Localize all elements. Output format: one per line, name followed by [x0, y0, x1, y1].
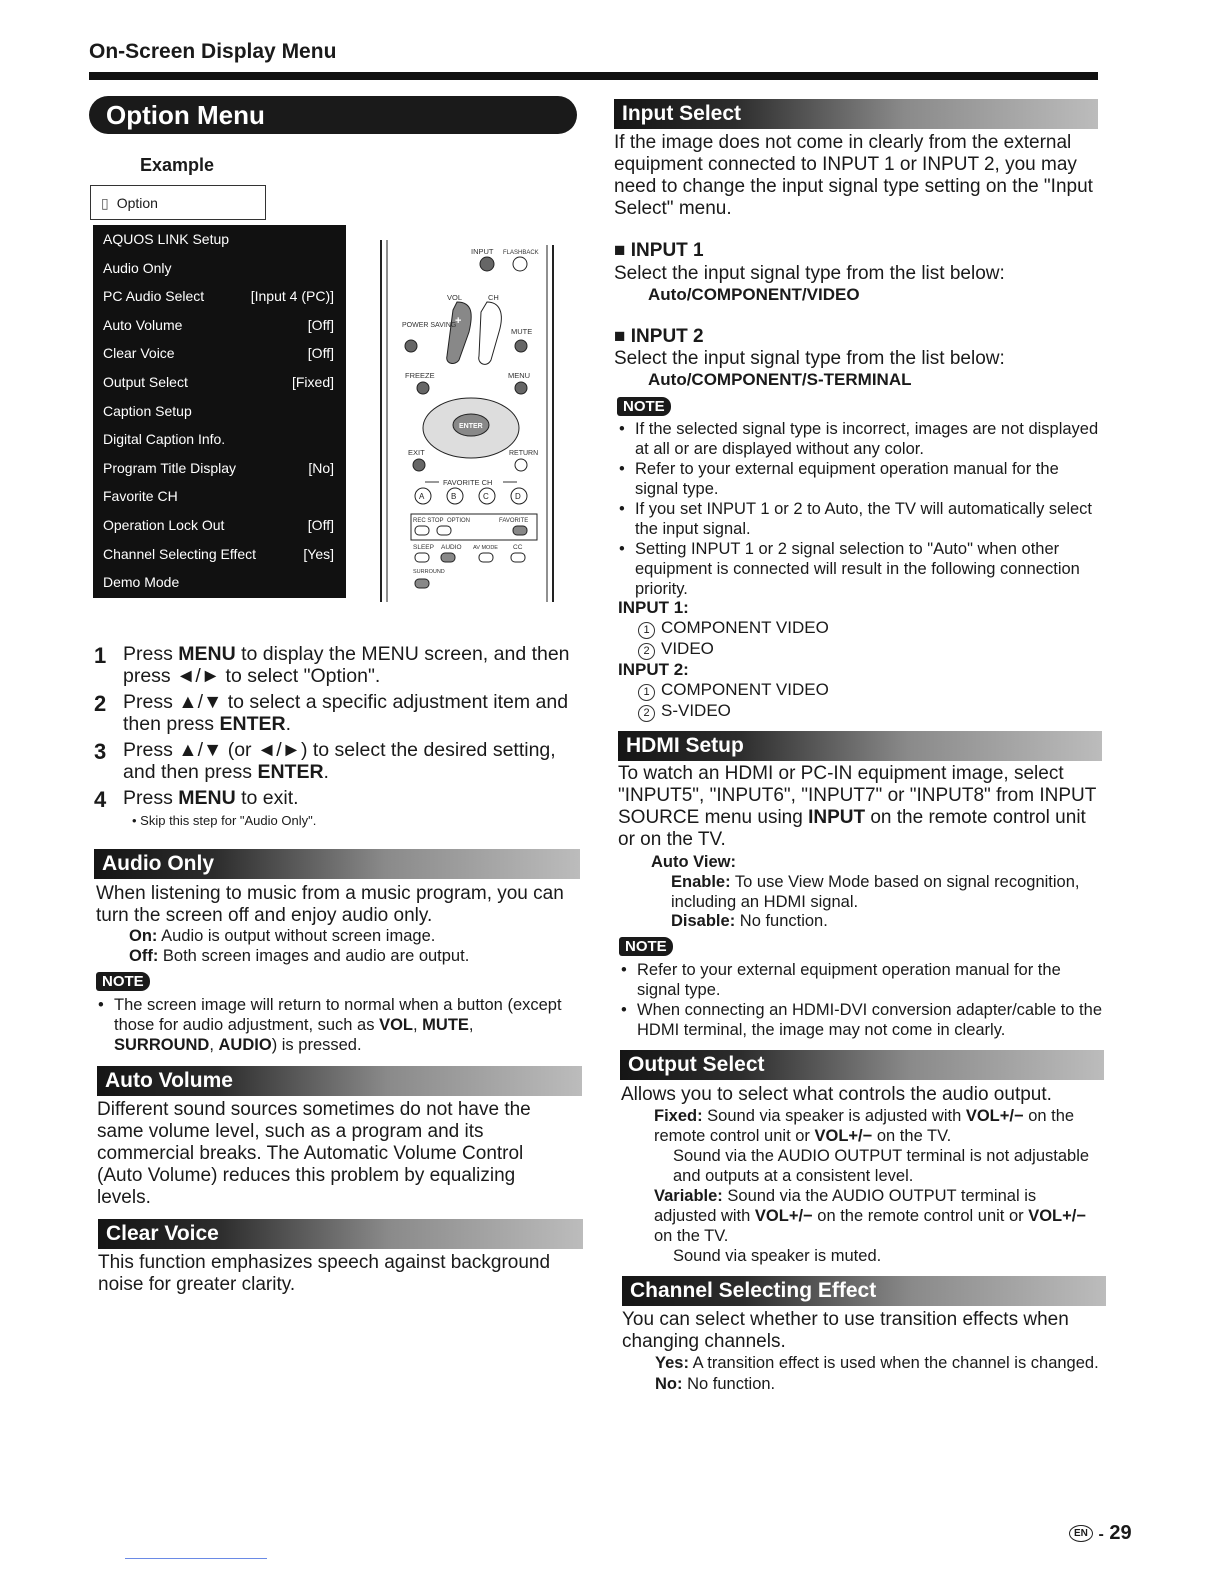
- language-badge: EN: [1069, 1525, 1093, 1542]
- osd-item: Clear Voice [Off]: [103, 345, 334, 362]
- osd-item: PC Audio Select [Input 4 (PC)]: [103, 288, 334, 305]
- remote-av-mode-label: AV MODE: [473, 545, 498, 551]
- option-box: [90, 185, 266, 220]
- remote-c-label: C: [483, 492, 489, 501]
- clear-voice-body: This function emphasizes speech against background noise for greater clarity.: [98, 1252, 551, 1295]
- channel-effect-body: You can select whether to use transition effects when changing channels.: [622, 1309, 1069, 1352]
- step-4: 4 Press MENU to exit.: [94, 787, 299, 812]
- flashback-button: [513, 257, 527, 271]
- auto-view-label: Auto View:: [651, 853, 736, 871]
- hdmi-setup-title: HDMI Setup: [618, 731, 1102, 761]
- osd-item: Favorite CH: [103, 488, 178, 505]
- step-3: 3 Press ▲/▼ (or ◄/►) to select the desired setting, and then press ENTER.: [94, 739, 556, 783]
- remote-power-saving-label: POWER SAVING: [402, 322, 457, 329]
- steps-list: [94, 643, 584, 828]
- hdmi-setup-body: To watch an HDMI or PC-IN equipment image, select "INPUT5", "INPUT6", "INPUT7" or "INPUT8" from INPUT SOURCE menu using INPUT on the remote control unit or on the TV.: [618, 763, 1097, 850]
- page-number: 29: [1109, 1522, 1132, 1544]
- osd-item: Auto Volume [Off]: [103, 316, 334, 333]
- input2-options: Auto/COMPONENT/S-TERMINAL: [648, 370, 912, 389]
- ch-rocker: [479, 302, 502, 364]
- osd-item: Channel Selecting Effect [Yes]: [103, 545, 334, 562]
- disable-text: Disable: No function.: [671, 912, 828, 930]
- input-select-note-item: • If you set INPUT 1 or 2 to Auto, the TV will automatically select the input signal.: [617, 499, 1101, 539]
- osd-item: Digital Caption Info.: [103, 431, 226, 448]
- hdmi-notes: [619, 960, 1103, 1040]
- audio-only-off: Off: Both screen images and audio are output.: [129, 947, 470, 965]
- menu-button: [515, 382, 527, 394]
- input2-heading: ■ INPUT 2: [614, 326, 704, 347]
- remote-mute-label: MUTE: [511, 327, 533, 336]
- remote-menu-label: MENU: [508, 371, 531, 380]
- remote-return-label: RETURN: [509, 450, 539, 457]
- hdmi-note-badge: NOTE: [619, 937, 673, 956]
- remote-favorite-ch-label: FAVORITE CH: [443, 478, 493, 487]
- remote-favorite-label: FAVORITE: [499, 518, 529, 524]
- osd-item: Audio Only: [103, 259, 172, 276]
- input1-options: Auto/COMPONENT/VIDEO: [648, 285, 860, 304]
- input-button: [480, 257, 494, 271]
- output-variable: Variable: Sound via the AUDIO OUTPUT terminal is adjusted with VOL+/− on the remote control unit or VOL+/− on the TV. Sound via speaker is muted.: [654, 1187, 1086, 1265]
- power-saving-button: [405, 340, 417, 352]
- example-label: Example: [140, 155, 215, 175]
- input-priority-list: INPUT 1: 1 COMPONENT VIDEO 2 VIDEO INPUT 2: 1 COMPONENT VIDEO 2 S-VIDEO: [618, 598, 829, 720]
- remote-exit-label: EXIT: [408, 448, 425, 457]
- input-select-body: If the image does not come in clearly from the external equipment connected to INPUT 1 or INPUT 2, you may need to change the input signal type setting on the "Input Select" menu.: [614, 132, 1093, 219]
- remote-ch-label: CH: [488, 293, 499, 302]
- input1-heading: ■ INPUT 1: [614, 240, 704, 261]
- auto-volume-body: Different sound sources sometimes do not have the same volume level, such as a program and its commercial breaks. The Automatic Volume Control (Auto Volume) reduces this problem by equalizing levels.: [97, 1099, 531, 1208]
- remote-vol-label: VOL: [447, 293, 463, 302]
- osd-menu-screenshot: [93, 225, 346, 598]
- audio-only-title: Audio Only: [94, 849, 580, 879]
- hdmi-note-item: • Refer to your external equipment operation manual for the signal type.: [619, 960, 1103, 1000]
- osd-item: Demo Mode: [103, 574, 180, 591]
- vol-rocker: [447, 302, 471, 363]
- audio-only-note: • The screen image will return to normal when a button (except those for audio adjustment, such as VOL, MUTE, SURROUND, AUDIO) is pressed.: [96, 995, 578, 1055]
- vol-plus-icon: +: [455, 315, 462, 327]
- remote-flashback-label: FLASHBACK: [503, 250, 539, 256]
- output-fixed: Fixed: Sound via speaker is adjusted with VOL+/− on the remote control unit or VOL+/− on the TV. Sound via the AUDIO OUTPUT terminal is not adjustable and outputs at a consistent level.: [654, 1107, 1090, 1185]
- enable-text: Enable: To use View Mode based on signal recognition, including an HDMI signal.: [671, 873, 1080, 911]
- input-select-note-item: • Refer to your external equipment operation manual for the signal type.: [617, 459, 1101, 499]
- channel-effect-title: Channel Selecting Effect: [622, 1276, 1106, 1306]
- remote-b-label: B: [451, 492, 457, 501]
- freeze-button: [417, 382, 429, 394]
- page-header-title: On-Screen Display Menu: [89, 40, 337, 63]
- remote-a-label: A: [419, 492, 425, 501]
- option-icon: ▯: [101, 195, 109, 211]
- input-select-title: Input Select: [614, 99, 1098, 129]
- audio-only-on: On: Audio is output without screen image.: [129, 927, 436, 945]
- return-button: [515, 459, 527, 471]
- exit-button: [413, 459, 425, 471]
- remote-cc-label: CC: [513, 544, 523, 551]
- remote-input-label: INPUT: [471, 247, 494, 256]
- input-select-note-item: • Setting INPUT 1 or 2 signal selection to "Auto" when other equipment is connected will result in the following connection priority.: [617, 539, 1101, 599]
- remote-enter-label: ENTER: [459, 423, 483, 430]
- input1-text: Select the input signal type from the list below:: [614, 263, 1005, 284]
- footer-rule: [125, 1558, 267, 1559]
- page-separator: -: [1098, 1526, 1104, 1543]
- remote-option-label: OPTION: [447, 518, 471, 524]
- osd-item: Output Select [Fixed]: [103, 373, 334, 390]
- output-select-body: Allows you to select what controls the audio output.: [621, 1084, 1052, 1105]
- remote-rec-stop-label: REC STOP: [413, 518, 444, 524]
- audio-only-body: When listening to music from a music program, you can turn the screen off and enjoy audio only.: [96, 883, 564, 926]
- remote-audio-label: AUDIO: [441, 544, 462, 551]
- auto-volume-title: Auto Volume: [97, 1066, 582, 1096]
- output-select-title: Output Select: [620, 1050, 1104, 1080]
- remote-freeze-label: FREEZE: [405, 371, 435, 380]
- option-box-label: Option: [116, 195, 158, 211]
- input-select-note-badge: NOTE: [617, 397, 671, 416]
- osd-item: Operation Lock Out [Off]: [103, 516, 334, 533]
- osd-item: Program Title Display [No]: [103, 459, 334, 476]
- remote-d-label: D: [515, 492, 521, 501]
- channel-effect-no: No: No function.: [655, 1375, 776, 1393]
- step-1: 1 Press MENU to display the MENU screen, and then press ◄/► to select "Option".: [94, 643, 570, 687]
- input2-text: Select the input signal type from the list below:: [614, 348, 1005, 369]
- header-rule: [89, 72, 1098, 80]
- osd-item: AQUOS LINK Setup: [103, 231, 230, 247]
- clear-voice-title: Clear Voice: [98, 1219, 583, 1249]
- page-footer: [1069, 1522, 1132, 1545]
- step-4-note: • Skip this step for "Audio Only".: [132, 813, 317, 828]
- input-select-notes: [617, 419, 1101, 599]
- input-select-note-item: • If the selected signal type is incorrect, images are not displayed at all or are displayed without any color.: [617, 419, 1101, 459]
- osd-item: Caption Setup: [103, 402, 192, 419]
- option-menu-title: Option Menu: [89, 96, 577, 134]
- step-2: 2 Press ▲/▼ to select a specific adjustment item and then press ENTER.: [94, 691, 569, 735]
- channel-effect-yes: Yes: A transition effect is used when the channel is changed.: [655, 1354, 1099, 1372]
- remote-surround-label: SURROUND: [413, 569, 445, 575]
- remote-control-illustration: [375, 240, 565, 602]
- remote-sleep-label: SLEEP: [413, 544, 434, 551]
- hdmi-note-item: • When connecting an HDMI-DVI conversion adapter/cable to the HDMI terminal, the image may not come in clearly.: [619, 1000, 1103, 1040]
- audio-only-note-badge: NOTE: [96, 972, 150, 991]
- mute-button: [515, 340, 527, 352]
